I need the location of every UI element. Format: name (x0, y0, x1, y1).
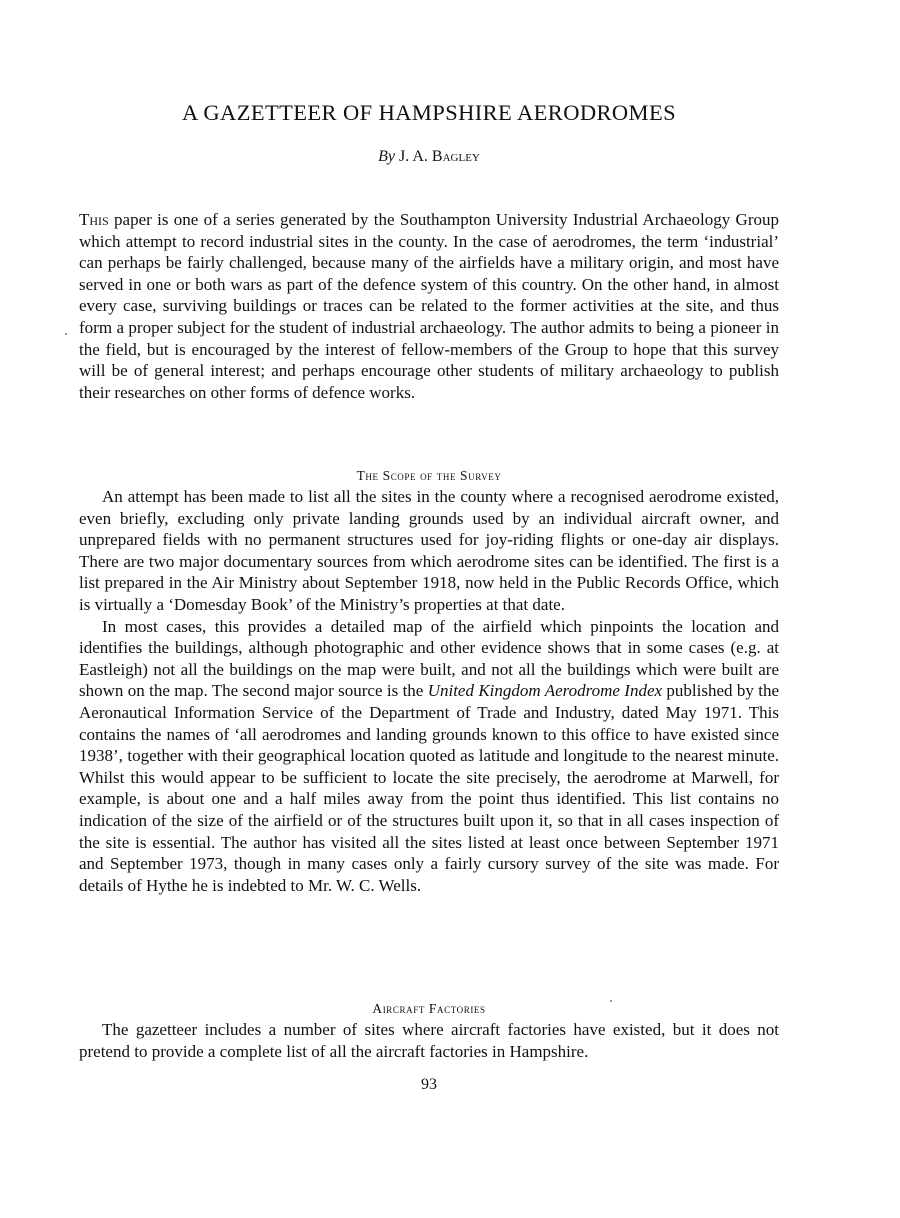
scan-speck (610, 1000, 612, 1002)
intro-paragraph (79, 209, 779, 403)
author-name: J. A. Bagley (399, 148, 480, 165)
scope-paragraph-2-end: published by the Aeronautical Information Service of the Department of Trade and Industry, dated May 1971. This contains the names of ‘all aerodromes and landing grounds known to this office to have existed since 1938’, together with their geographical location quoted as latitude and longitude to the nearest minute. Whilst this would appear to be sufficient to locate the site precisely, the aerodrome at Marwell, for example, is about one and a half miles away from the point thus identified. This list contains no indication of the size of the airfield or of the structures built upon it, so that in all cases inspection of the site is essential. The author has visited all the sites listed at least once between September 1971 and September 1973, though in many cases only a fairly cursory survey of the site was made. For details of Hythe he is indebted to Mr. W. C. Wells. (79, 681, 779, 895)
intro-first-word: This (79, 210, 109, 229)
scope-paragraph-1: An attempt has been made to list all the sites in the county where a recognised aerodrome existed, even briefly, excluding only private landing grounds used by an individual aircraft owner, and unprepared fields with no permanent structures used for joy-riding flights or one-day air displays. There are two major documentary sources from which aerodrome sites can be identified. The first is a list prepared in the Air Ministry about September 1918, now held in the Public Records Office, which is virtually a ‘Domesday Book’ of the Ministry’s properties at that date. (79, 487, 779, 614)
byline (79, 148, 779, 166)
scope-paragraph-2-start: In most cases, this provides a detailed map of the airfield which pinpoints the location and identifies the buildings, although photographic and other evidence shows that in some cases (e.g. at Eastleigh) not all the buildings on the map were built, and not all the buildings which were built are shown on the map. The second major source is the (79, 616, 779, 701)
scope-section (79, 466, 779, 896)
byline-prefix: By (378, 148, 396, 165)
scope-heading: The Scope of the Survey (356, 468, 502, 483)
article-title: A GAZETTEER OF HAMPSHIRE AERODROMES (181, 100, 677, 125)
intro-text: paper is one of a series generated by the Southampton University Industrial Archaeology Group which attempt to record industrial sites in the county. In the case of aerodromes, the term ‘industrial’ can perhaps be fairly challenged, because many of the airfields have a military origin, and most have served in one or both wars as part of the defence system of this country. On the other hand, in almost every case, surviving buildings or traces can be related to the former activities at the site, and thus form a proper subject for the student of industrial archaeology. The author admits to being a pioneer in the field, but is encouraged by the interest of fellow-members of the Group to hope that this survey will be of general interest; and perhaps encourage other students of military archaeology to publish their researches on other forms of defence works. (79, 210, 779, 402)
scope-paragraph-2 (79, 616, 779, 897)
page-number: 93 (421, 1076, 437, 1093)
aerodrome-index-title: United Kingdom Aerodrome Index (427, 681, 663, 701)
factories-section (79, 999, 779, 1062)
scan-speck (65, 333, 67, 335)
factories-heading: Aircraft Factories (372, 1001, 486, 1016)
factories-paragraph-1: The gazetteer includes a number of sites where aircraft factories have existed, but it does not pretend to provide a complete list of all the aircraft factories in Hampshire. (79, 1020, 779, 1061)
